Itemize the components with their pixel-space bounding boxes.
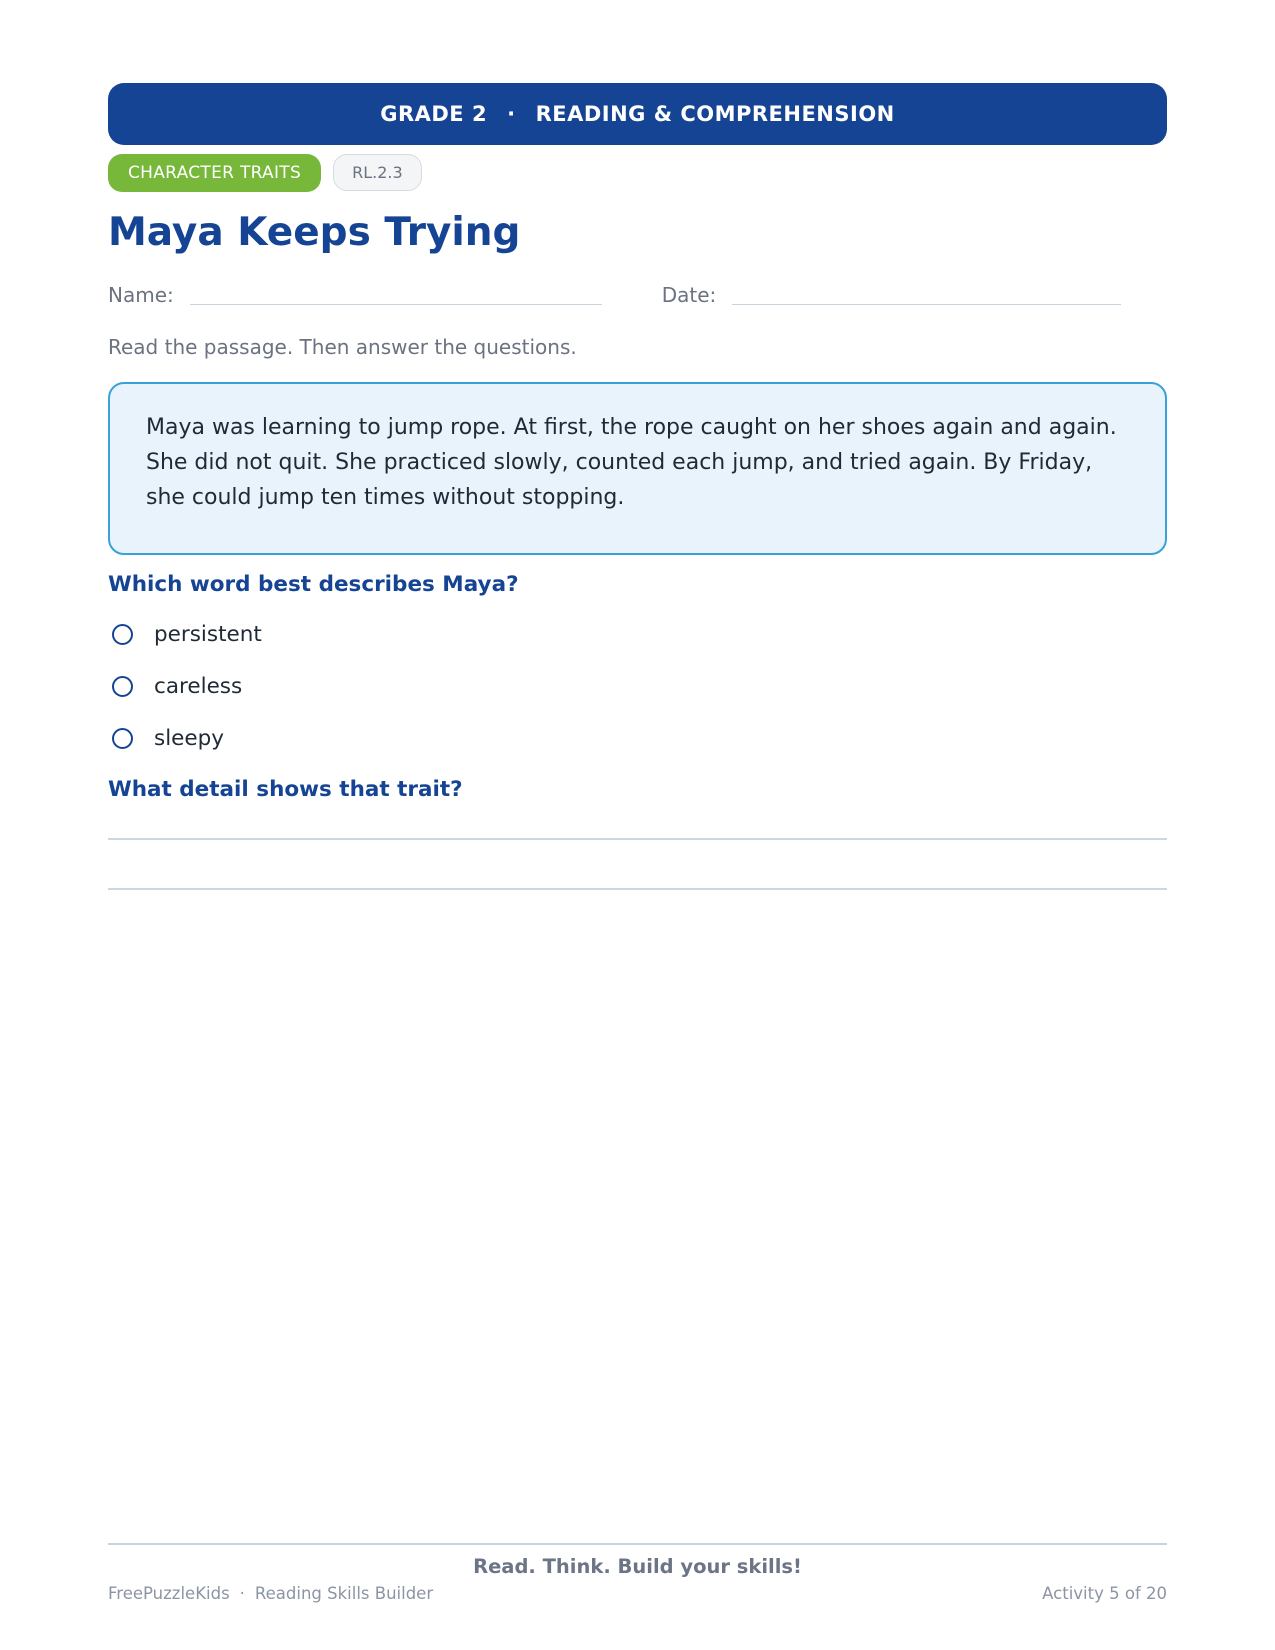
choice-label: careless [154,674,243,700]
answer-line[interactable] [108,838,1167,840]
skill-tag: CHARACTER TRAITS [108,154,321,192]
grade-label: GRADE 2 [380,102,488,126]
name-field[interactable] [190,303,602,305]
name-label: Name: [108,282,174,307]
question-2: What detail shows that trait? [108,776,463,802]
choice-option[interactable] [108,713,1167,765]
tag-row [108,154,1167,192]
passage-text: Maya was learning to jump rope. At first, the rope caught on her shoes again and again. She did not quit. She practiced slowly, counted each jump, and tried again. By Friday, she could jump ten times without stopping. [146,414,1117,510]
footer-brand-group [108,1584,433,1603]
name-date-row [108,283,1167,307]
header-separator: · [507,102,516,126]
radio-icon[interactable] [112,728,133,749]
date-label: Date: [661,282,717,307]
radio-icon[interactable] [112,676,133,697]
worksheet-page [108,83,1167,890]
header-banner [108,83,1167,145]
choice-label: persistent [154,622,262,648]
date-field[interactable] [732,303,1121,305]
footer-divider [108,1543,1167,1545]
footer [108,1543,1167,1603]
footer-product: Reading Skills Builder [254,1584,434,1603]
radio-icon[interactable] [112,624,133,645]
footer-separator: · [239,1584,245,1603]
instructions: Read the passage. Then answer the questions. [108,334,577,359]
choice-list [108,609,1167,765]
subject-label: READING & COMPREHENSION [535,102,895,126]
footer-brand: FreePuzzleKids [108,1584,230,1603]
choice-label: sleepy [154,726,225,752]
page-title: Maya Keeps Trying [108,210,521,255]
footer-slogan: Read. Think. Build your skills! [473,1555,802,1578]
passage-box [108,382,1167,555]
answer-line[interactable] [108,888,1167,890]
choice-option[interactable] [108,661,1167,713]
choice-option[interactable] [108,609,1167,661]
activity-counter: Activity 5 of 20 [1042,1584,1167,1603]
question-1: Which word best describes Maya? [108,571,519,597]
footer-meta [108,1584,1167,1603]
standard-tag: RL.2.3 [333,154,422,191]
